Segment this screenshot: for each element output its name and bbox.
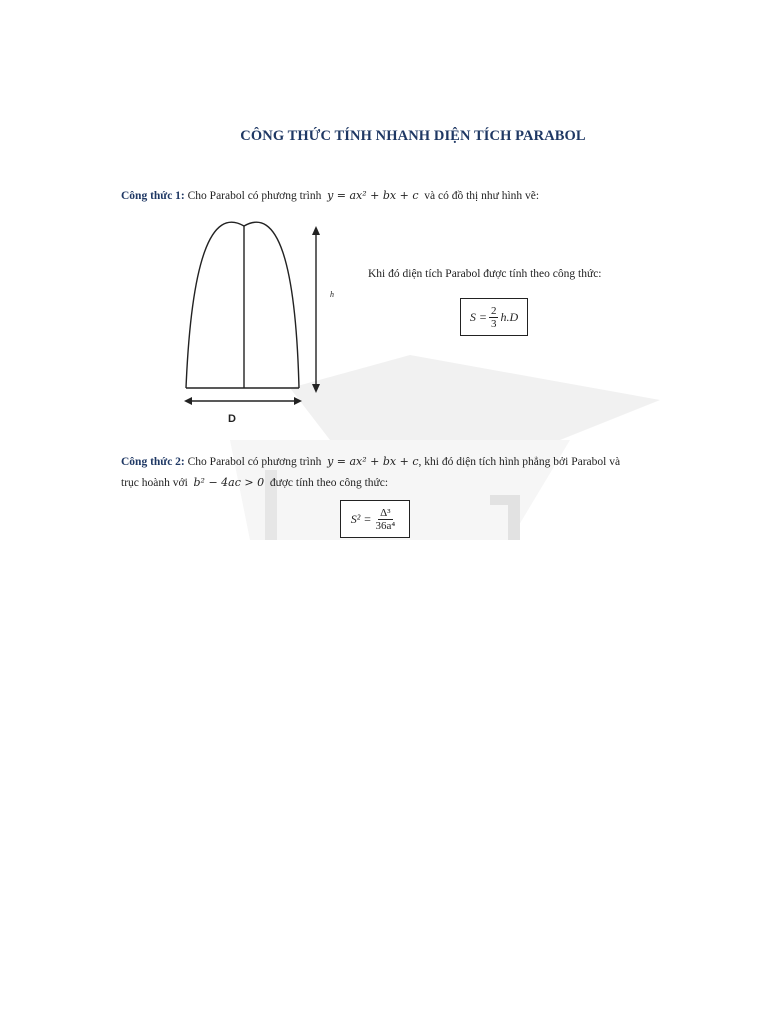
height-arrow-bottom-head xyxy=(312,384,320,393)
formula1-fraction xyxy=(489,305,499,330)
height-arrow-top-head xyxy=(312,226,320,235)
formula1-numerator: 2 xyxy=(490,304,497,317)
formula2-line2-after: được tính theo công thức: xyxy=(269,477,389,489)
formula1-box-lhs: S = xyxy=(469,309,487,324)
width-arrow-right-head xyxy=(294,397,302,405)
formula1-statement xyxy=(121,188,539,204)
formula1-label: Công thức 1: xyxy=(121,190,185,202)
parabola-diagram xyxy=(170,215,340,420)
formula1-denominator: 3 xyxy=(490,317,497,330)
parabola-curve xyxy=(186,222,299,388)
width-label: D xyxy=(228,413,236,425)
formula2-condition: b² − 4ac > 0 xyxy=(193,476,265,489)
formula2-box xyxy=(340,500,410,538)
formula2-fraction xyxy=(373,507,397,532)
formula2-label: Công thức 2: xyxy=(121,456,185,468)
height-label: h xyxy=(330,290,334,299)
formula2-statement xyxy=(121,454,620,470)
formula2-text-after: , khi đó diện tích hình phẳng bởi Parabol và xyxy=(418,456,621,468)
formula1-text-after: và có đồ thị như hình vẽ: xyxy=(424,190,540,202)
formula1-box-rhs: h.D xyxy=(500,309,519,324)
formula2-statement-line2 xyxy=(121,475,388,491)
formula2-box-lhs: S² = xyxy=(350,511,372,526)
formula1-box xyxy=(460,298,528,336)
formula2-denominator: 36a⁴ xyxy=(375,519,396,532)
formula1-result-text: Khi đó diện tích Parabol được tính theo công thức: xyxy=(368,268,602,280)
formula1-text-before: Cho Parabol có phương trình xyxy=(187,190,322,202)
formula2-numerator: Δ³ xyxy=(380,506,391,519)
page-title: CÔNG THỨC TÍNH NHANH DIỆN TÍCH PARABOL xyxy=(240,128,586,144)
formula2-text-before: Cho Parabol có phương trình xyxy=(187,456,322,468)
formula2-line2-before: trục hoành với xyxy=(121,477,188,489)
width-arrow-left-head xyxy=(184,397,192,405)
formula1-equation: y = ax² + bx + c xyxy=(327,189,419,202)
formula2-equation: y = ax² + bx + c xyxy=(327,455,419,468)
